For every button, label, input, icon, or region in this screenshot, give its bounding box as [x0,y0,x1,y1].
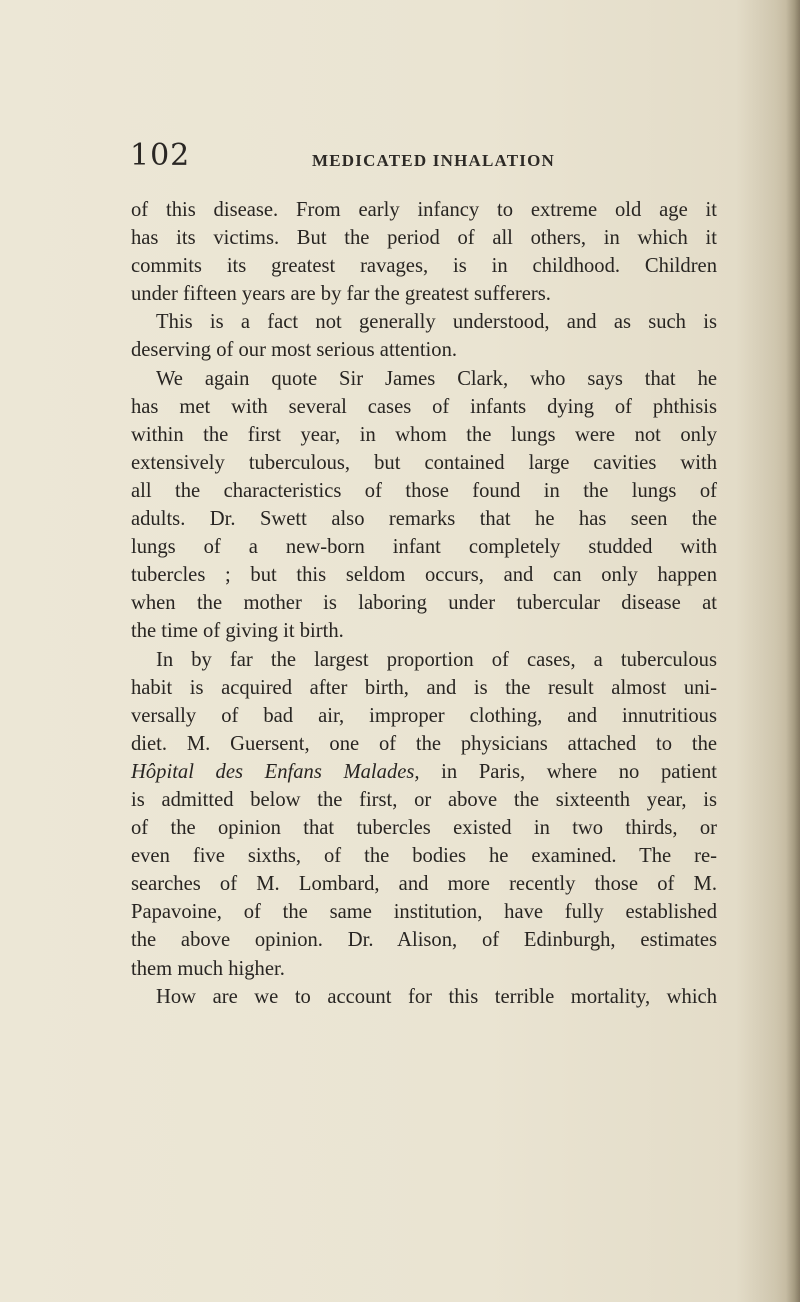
text-line: habit is acquired after birth, and is the result almost uni- [131,676,717,699]
text-line: of the opinion that tubercles existed in two thirds, or [131,817,717,840]
text-line: within the first year, in whom the lungs were not only [131,423,717,446]
text-line: extensively tuberculous, but contained large cavities with [131,451,717,474]
page-title: MEDICATED INHALATION [312,151,555,170]
text-line: them much higher. [131,957,285,980]
text-line: under fifteen years are by far the greatest sufferers. [131,283,551,306]
text-line: How are we to account for this terrible mortality, which [156,985,717,1008]
page-edge-shadow [786,0,800,1302]
text-line: lungs of a new-born infant completely studded with [131,536,717,559]
text-line: deserving of our most serious attention. [131,339,458,362]
text-line: the time of giving it birth. [131,620,344,643]
italic-hospital-name: Hôpital des Enfans Malades, [131,760,420,783]
text-line: tubercles ; but this seldom occurs, and can only happen [131,564,717,587]
text-line: commits its greatest ravages, is in childhood. Children [131,255,717,278]
text-line: This is a fact not generally understood, and as such is [156,311,717,334]
text-line: Papavoine, of the same institution, have fully established [131,901,717,924]
text-line: searches of M. Lombard, and more recently those of M. [131,873,717,896]
text-line: diet. M. Guersent, one of the physicians attached to the [131,732,717,755]
text-line: the above opinion. Dr. Alison, of Edinburgh, estimates [131,929,717,952]
page-number: 102 [130,138,191,173]
text-line: all the characteristics of those found in the lungs of [131,479,717,502]
body-text [131,196,717,1011]
text-line: In by far the largest proportion of cases, a tuberculous [156,648,717,671]
running-head [130,138,730,178]
text-line: has met with several cases of infants dying of phthisis [131,395,717,418]
text-line-mixed [131,758,717,786]
text-line: of this disease. From early infancy to extreme old age it [131,199,717,221]
text-line: is admitted below the first, or above the sixteenth year, is [131,788,717,811]
text-line: when the mother is laboring under tubercular disease at [131,592,717,615]
text-line: versally of bad air, improper clothing, and innutritious [131,704,717,727]
text-line: has its victims. But the period of all others, in which it [131,227,717,250]
text-line-rest: in Paris, where no patient [419,760,717,783]
text-line: even five sixths, of the bodies he examined. The re- [131,845,717,868]
text-line: We again quote Sir James Clark, who says that he [156,367,717,390]
text-line: adults. Dr. Swett also remarks that he has seen the [131,508,717,531]
